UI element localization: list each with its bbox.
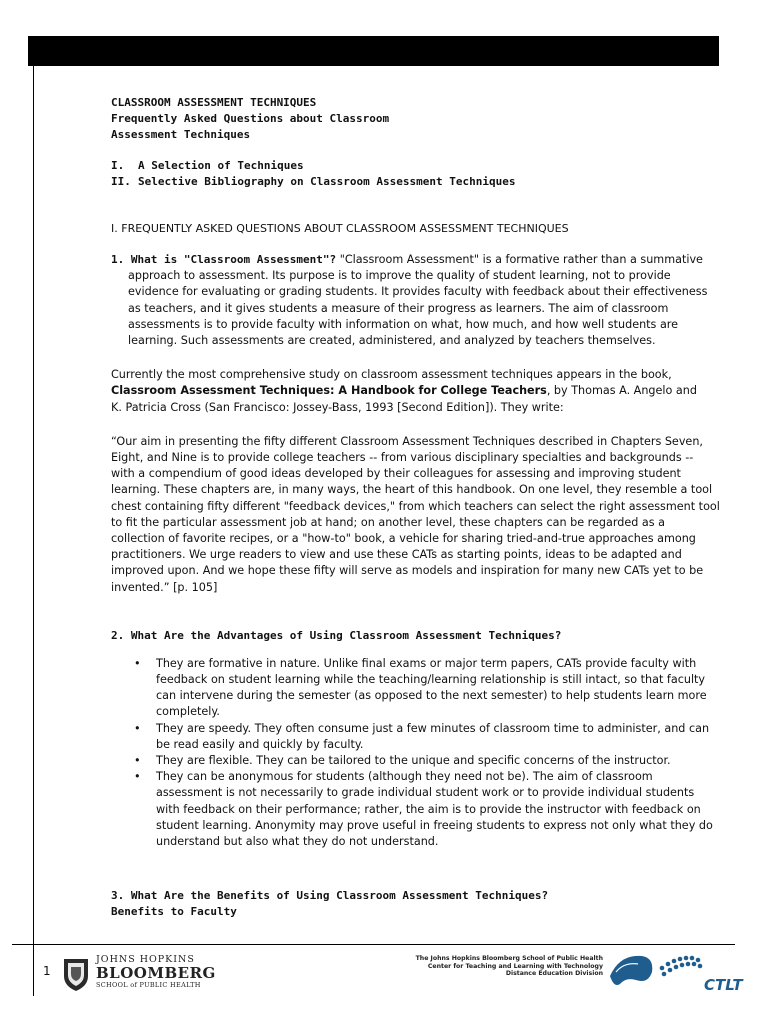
- faq-question-1: [111, 252, 723, 349]
- bullet-icon: •: [134, 754, 141, 768]
- list-item-line: assessment is not necessarily to grade individual student work or to provide individual students: [156, 786, 695, 800]
- footer-affiliation: [398, 955, 603, 978]
- quote-line: collection of favorite recipes, or a "how-to" book, a vehicle for sharing tried-and-true approaches among: [111, 532, 696, 546]
- table-of-contents: [111, 158, 723, 190]
- document-subtitle-line2: Assessment Techniques: [111, 128, 251, 141]
- toc-label: Selective Bibliography on Classroom Assessment Techniques: [138, 175, 516, 188]
- footer-rule: [12, 944, 735, 945]
- faq-question-lead: 1. What is "Classroom Assessment"?: [111, 253, 337, 266]
- intro-paragraph-line1: Currently the most comprehensive study on classroom assessment techniques appears in the book,: [111, 368, 672, 382]
- quote-line: chest containing fifty different "feedback devices," from which teachers can select the right assessment tool: [111, 499, 720, 513]
- list-item-line: They are formative in nature. Unlike final exams or major term papers, CATs provide faculty with: [156, 656, 697, 670]
- list-item-line: understand but also what they do not understand.: [156, 835, 439, 849]
- list-item-line: feedback on student learning while the teaching/learning relationship is still intact, so that faculty: [156, 673, 706, 687]
- list-item-line: They are flexible. They can be tailored to the unique and specific concerns of the instructor.: [156, 754, 671, 768]
- university-seal-icon: [62, 956, 90, 992]
- section-heading: I. FREQUENTLY ASKED QUESTIONS ABOUT CLASSROOM ASSESSMENT TECHNIQUES: [111, 222, 569, 235]
- book-title: Classroom Assessment Techniques: A Handbook for College Teachers: [111, 384, 547, 398]
- list-item: [111, 753, 723, 769]
- faq-question-2-heading: 2. What Are the Advantages of Using Classroom Assessment Techniques?: [111, 628, 562, 642]
- quote-line: practitioners. We urge readers to view and use these CATs as starting points, ideas to be adapted and: [111, 548, 682, 562]
- jhu-line1: JOHNS HOPKINS: [96, 954, 195, 965]
- faq-answer-line: as teachers, and it gives students a measure of their progress as learners. The aim of classroom: [128, 301, 669, 315]
- quote-line: Eight, and Nine is to provide college teachers -- from various disciplinary specialties and backgrounds --: [111, 451, 694, 465]
- ctlt-logo: [608, 950, 748, 994]
- faq-answer-line: learning. Such assessments are created, administered, and analyzed by teachers themselves.: [128, 334, 656, 348]
- document-body: [111, 95, 723, 920]
- toc-number: I.: [111, 159, 125, 172]
- jhu-line3: SCHOOL of PUBLIC HEALTH: [96, 981, 201, 989]
- footer-line: Distance Education Division: [505, 970, 603, 978]
- jhu-wordmark: [96, 954, 216, 990]
- list-item: [111, 656, 723, 721]
- faq-answer-1: [111, 252, 723, 349]
- list-item-line: completely.: [156, 705, 220, 719]
- list-item-line: They can be anonymous for students (although they need not be). The aim of classroom: [156, 770, 653, 784]
- bullet-icon: •: [134, 770, 141, 784]
- quote-line: learning. These chapters are, in many ways, the heart of this handbook. On one level, they resemble a tool: [111, 483, 713, 497]
- ctlt-label: CTLT: [704, 976, 743, 994]
- list-item-line: They are speedy. They often consume just a few minutes of classroom time to administer, and can: [156, 721, 710, 735]
- faq-answer-line: approach to assessment. Its purpose is to improve the quality of student learning, not to provide: [128, 269, 671, 283]
- quote-line: invented.” [p. 105]: [111, 580, 218, 594]
- list-item: [111, 721, 723, 753]
- footer-line: The Johns Hopkins Bloomberg School of Public Health: [415, 955, 603, 962]
- faq-answer-line: evidence for evaluating or grading students. It provides faculty with feedback about their effectiveness: [128, 285, 708, 299]
- intro-paragraph: [111, 367, 723, 416]
- jhu-bloomberg-logo: [62, 954, 216, 996]
- toc-item: [111, 158, 723, 174]
- faq-answer-line: assessments is to provide faculty with information on what, how much, and how well students are: [128, 317, 679, 331]
- intro-paragraph-line3: K. Patricia Cross (San Francisco: Jossey-Bass, 1993 [Second Edition]). They write:: [111, 400, 564, 414]
- jhu-line2: BLOOMBERG: [96, 964, 216, 982]
- faq-answer-first-line: "Classroom Assessment" is a formative rather than a summative: [336, 253, 703, 266]
- bullet-icon: •: [134, 721, 141, 735]
- faq-question-3-subheading: Benefits to Faculty: [111, 905, 237, 919]
- book-authors: , by Thomas A. Angelo and: [546, 384, 697, 398]
- document-title: CLASSROOM ASSESSMENT TECHNIQUES: [111, 96, 317, 109]
- quote-line: improved upon. And we hope these fifty will serve as models and inspiration for many new CATs yet to be: [111, 564, 704, 578]
- quote-line: “Our aim in presenting the fifty different Classroom Assessment Techniques described in Chapters Seven,: [111, 434, 703, 448]
- intro-paragraph-line2: [111, 383, 723, 399]
- quotation: [111, 434, 723, 596]
- footer-line: Center for Teaching and Learning with Technology: [427, 962, 603, 970]
- advantages-list: [111, 656, 723, 850]
- list-item-line: student learning. Anonymity may prove useful in freeing students to express not only what they do: [156, 818, 713, 832]
- toc-label: A Selection of Techniques: [138, 159, 304, 172]
- list-item-line: with feedback on their performance; rather, the aim is to provide the instructor with feedback on: [156, 802, 701, 816]
- list-item: [111, 769, 723, 850]
- quote-line: with a compendium of good ideas developed by their colleagues for assessing and improving student: [111, 467, 681, 481]
- toc-number: II.: [111, 175, 131, 188]
- list-item-line: be read easily and quickly by faculty.: [156, 737, 364, 751]
- toc-item: [111, 174, 723, 190]
- list-item-line: can intervene during the semester (as opposed to the next semester) to help students learn more: [156, 689, 707, 703]
- page-number: 1: [43, 964, 51, 978]
- faq-question-3-heading: 3. What Are the Benefits of Using Classroom Assessment Techniques?: [111, 889, 549, 903]
- header-bar: [28, 36, 719, 66]
- quote-line: to fit the particular assessment job at hand; on another level, these chapters can be regarded as a: [111, 515, 665, 529]
- faq-question-3: [111, 888, 723, 920]
- document-title-block: [111, 95, 723, 143]
- left-margin-rule: [33, 66, 34, 996]
- document-subtitle-line1: Frequently Asked Questions about Classroom: [111, 112, 390, 125]
- bullet-icon: •: [134, 656, 141, 670]
